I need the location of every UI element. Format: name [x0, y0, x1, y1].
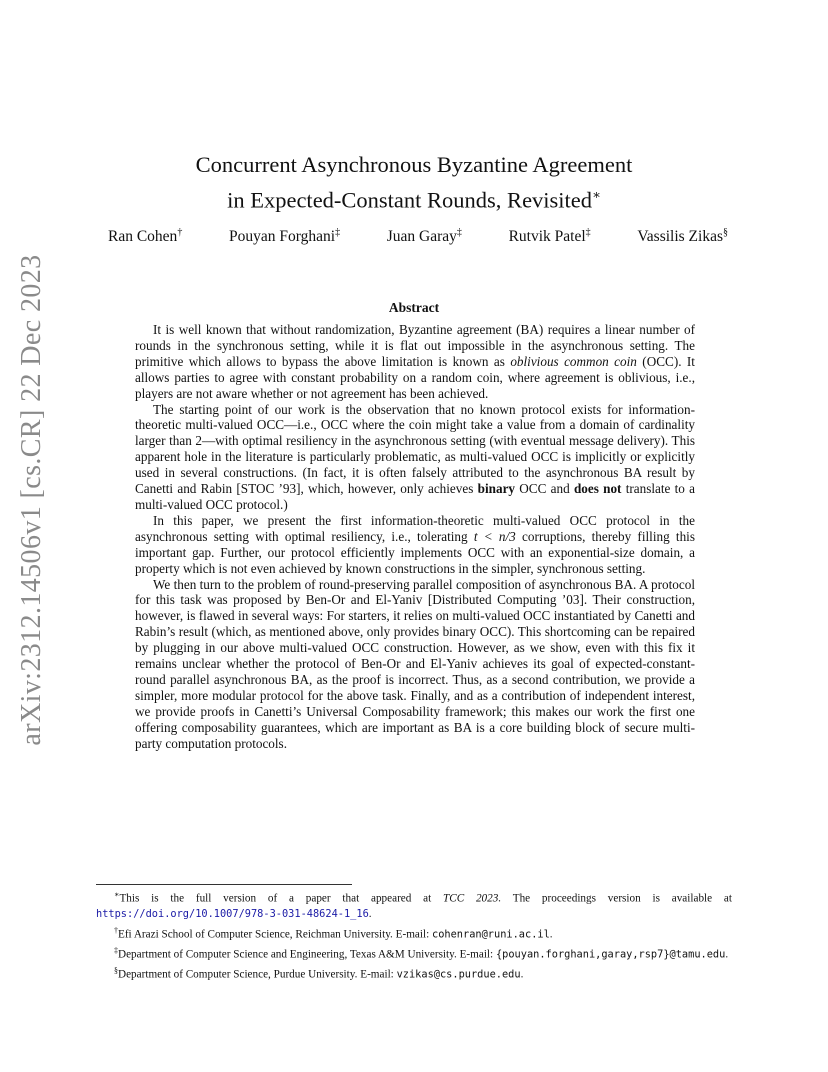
- footnote: §Department of Computer Science, Purdue University. E-mail: vzikas@cs.purdue.edu.: [114, 965, 524, 981]
- abstract-heading: Abstract: [388, 300, 440, 315]
- abstract-paragraph: It is well known that without randomization, Byzantine agreement (BA) requires a linear number of rounds in the synchronous setting, while it is flat out impossible in the asynchronous setting. The primitive which allows to bypass the above limitation is known as oblivious common coin (OCC). It allows parties to agree with constant probability on a random coin, where agreement is oblivious, i.e., players are not aware whether or not agreement has been achieved.: [135, 322, 695, 401]
- footnote: ‡Department of Computer Science and Engineering, Texas A&M University. E-mail: {pouyan.forghani,garay,rsp7}@tamu.edu.: [114, 945, 729, 961]
- doi-link[interactable]: https://doi.org/10.1007/978-3-031-48624-1_16: [96, 908, 369, 921]
- author: Vassilis Zikas§: [637, 227, 728, 246]
- author: Ran Cohen†: [108, 227, 183, 246]
- email-address: cohenran@runi.ac.il: [432, 928, 550, 941]
- author: Juan Garay‡: [386, 227, 462, 246]
- author: Pouyan Forghani‡: [228, 227, 341, 246]
- math-inline: t < n/3: [473, 528, 516, 544]
- email-address: vzikas@cs.purdue.edu: [396, 968, 521, 981]
- email-address: {pouyan.forghani,garay,rsp7}@tamu.edu: [495, 948, 726, 961]
- abstract-paragraph: We then turn to the problem of round-preserving parallel composition of asynchronous BA. A protocol for this task was proposed by Ben-Or and El-Yaniv [Distributed Computing ’03]. Their construction, however, is flawed in several ways: For starters, it relies on multi-valued OCC instantiated by Canetti and Rabin’s result (which, as mentioned above, only provides binary OCC). This shortcoming can be repaired by plugging in our above multi-valued OCC construction. However, as we show, even with this fix it remains unclear whether the protocol of Ben-Or and El-Yaniv achieves its goal of expected-constant-round parallel asynchronous BA, as the proof is incorrect. Thus, as a second contribution, we provide a simpler, more modular protocol for the above task. Finally, and as a contribution of independent interest, we provide proofs in Canetti’s Universal Composability framework; this makes our work the first one offering composability guarantees, which are important as BA is a core building block of secure multi-party computation protocols.: [135, 576, 695, 751]
- abstract-body: [135, 322, 695, 751]
- paper-title: [0, 150, 828, 216]
- footnote: ∗This is the full version of a paper that appeared at TCC 2023. The proceedings version is available at https://doi.org/10.1007/978-3-031-48624-1_16.: [96, 890, 732, 921]
- footnotes: [96, 887, 732, 983]
- arxiv-identifier: arXiv:2312.14506v1 [cs.CR] 22 Dec 2023: [16, 254, 47, 746]
- title-footnote-mark: ∗: [592, 187, 601, 202]
- title-line-1: Concurrent Asynchronous Byzantine Agreement: [195, 152, 633, 177]
- author: Rutvik Patel‡: [508, 227, 591, 246]
- author-list: [108, 227, 728, 246]
- footnote-divider: [96, 884, 352, 885]
- abstract-paragraph: In this paper, we present the first information-theoretic multi-valued OCC protocol in the asynchronous setting with optimal resiliency, i.e., tolerating t < n/3 corruptions, thereby filling this important gap. Further, our protocol efficiently implements OCC with an exponential-size domain, a property which is not even achieved by known constructions in the simpler, synchronous setting.: [135, 512, 695, 576]
- arxiv-sidebar: [8, 240, 56, 760]
- footnote: †Efi Arazi School of Computer Science, Reichman University. E-mail: cohenran@runi.ac.il.: [114, 925, 553, 941]
- abstract-paragraph: The starting point of our work is the observation that no known protocol exists for information-theoretic multi-valued OCC—i.e., OCC where the coin might take a value from a domain of cardinality larger than 2—with optimal resiliency in the asynchronous setting (with eventual message delivery). This apparent hole in the literature is particularly problematic, as multi-valued OCC is implicitly or explicitly used in several constructions. (In fact, it is often falsely attributed to the asynchronous BA result by Canetti and Rabin [STOC ’93], which, however, only achieves binary OCC and does not translate to a multi-valued OCC protocol.): [135, 401, 696, 512]
- title-line-2: in Expected-Constant Rounds, Revisited∗: [227, 187, 601, 213]
